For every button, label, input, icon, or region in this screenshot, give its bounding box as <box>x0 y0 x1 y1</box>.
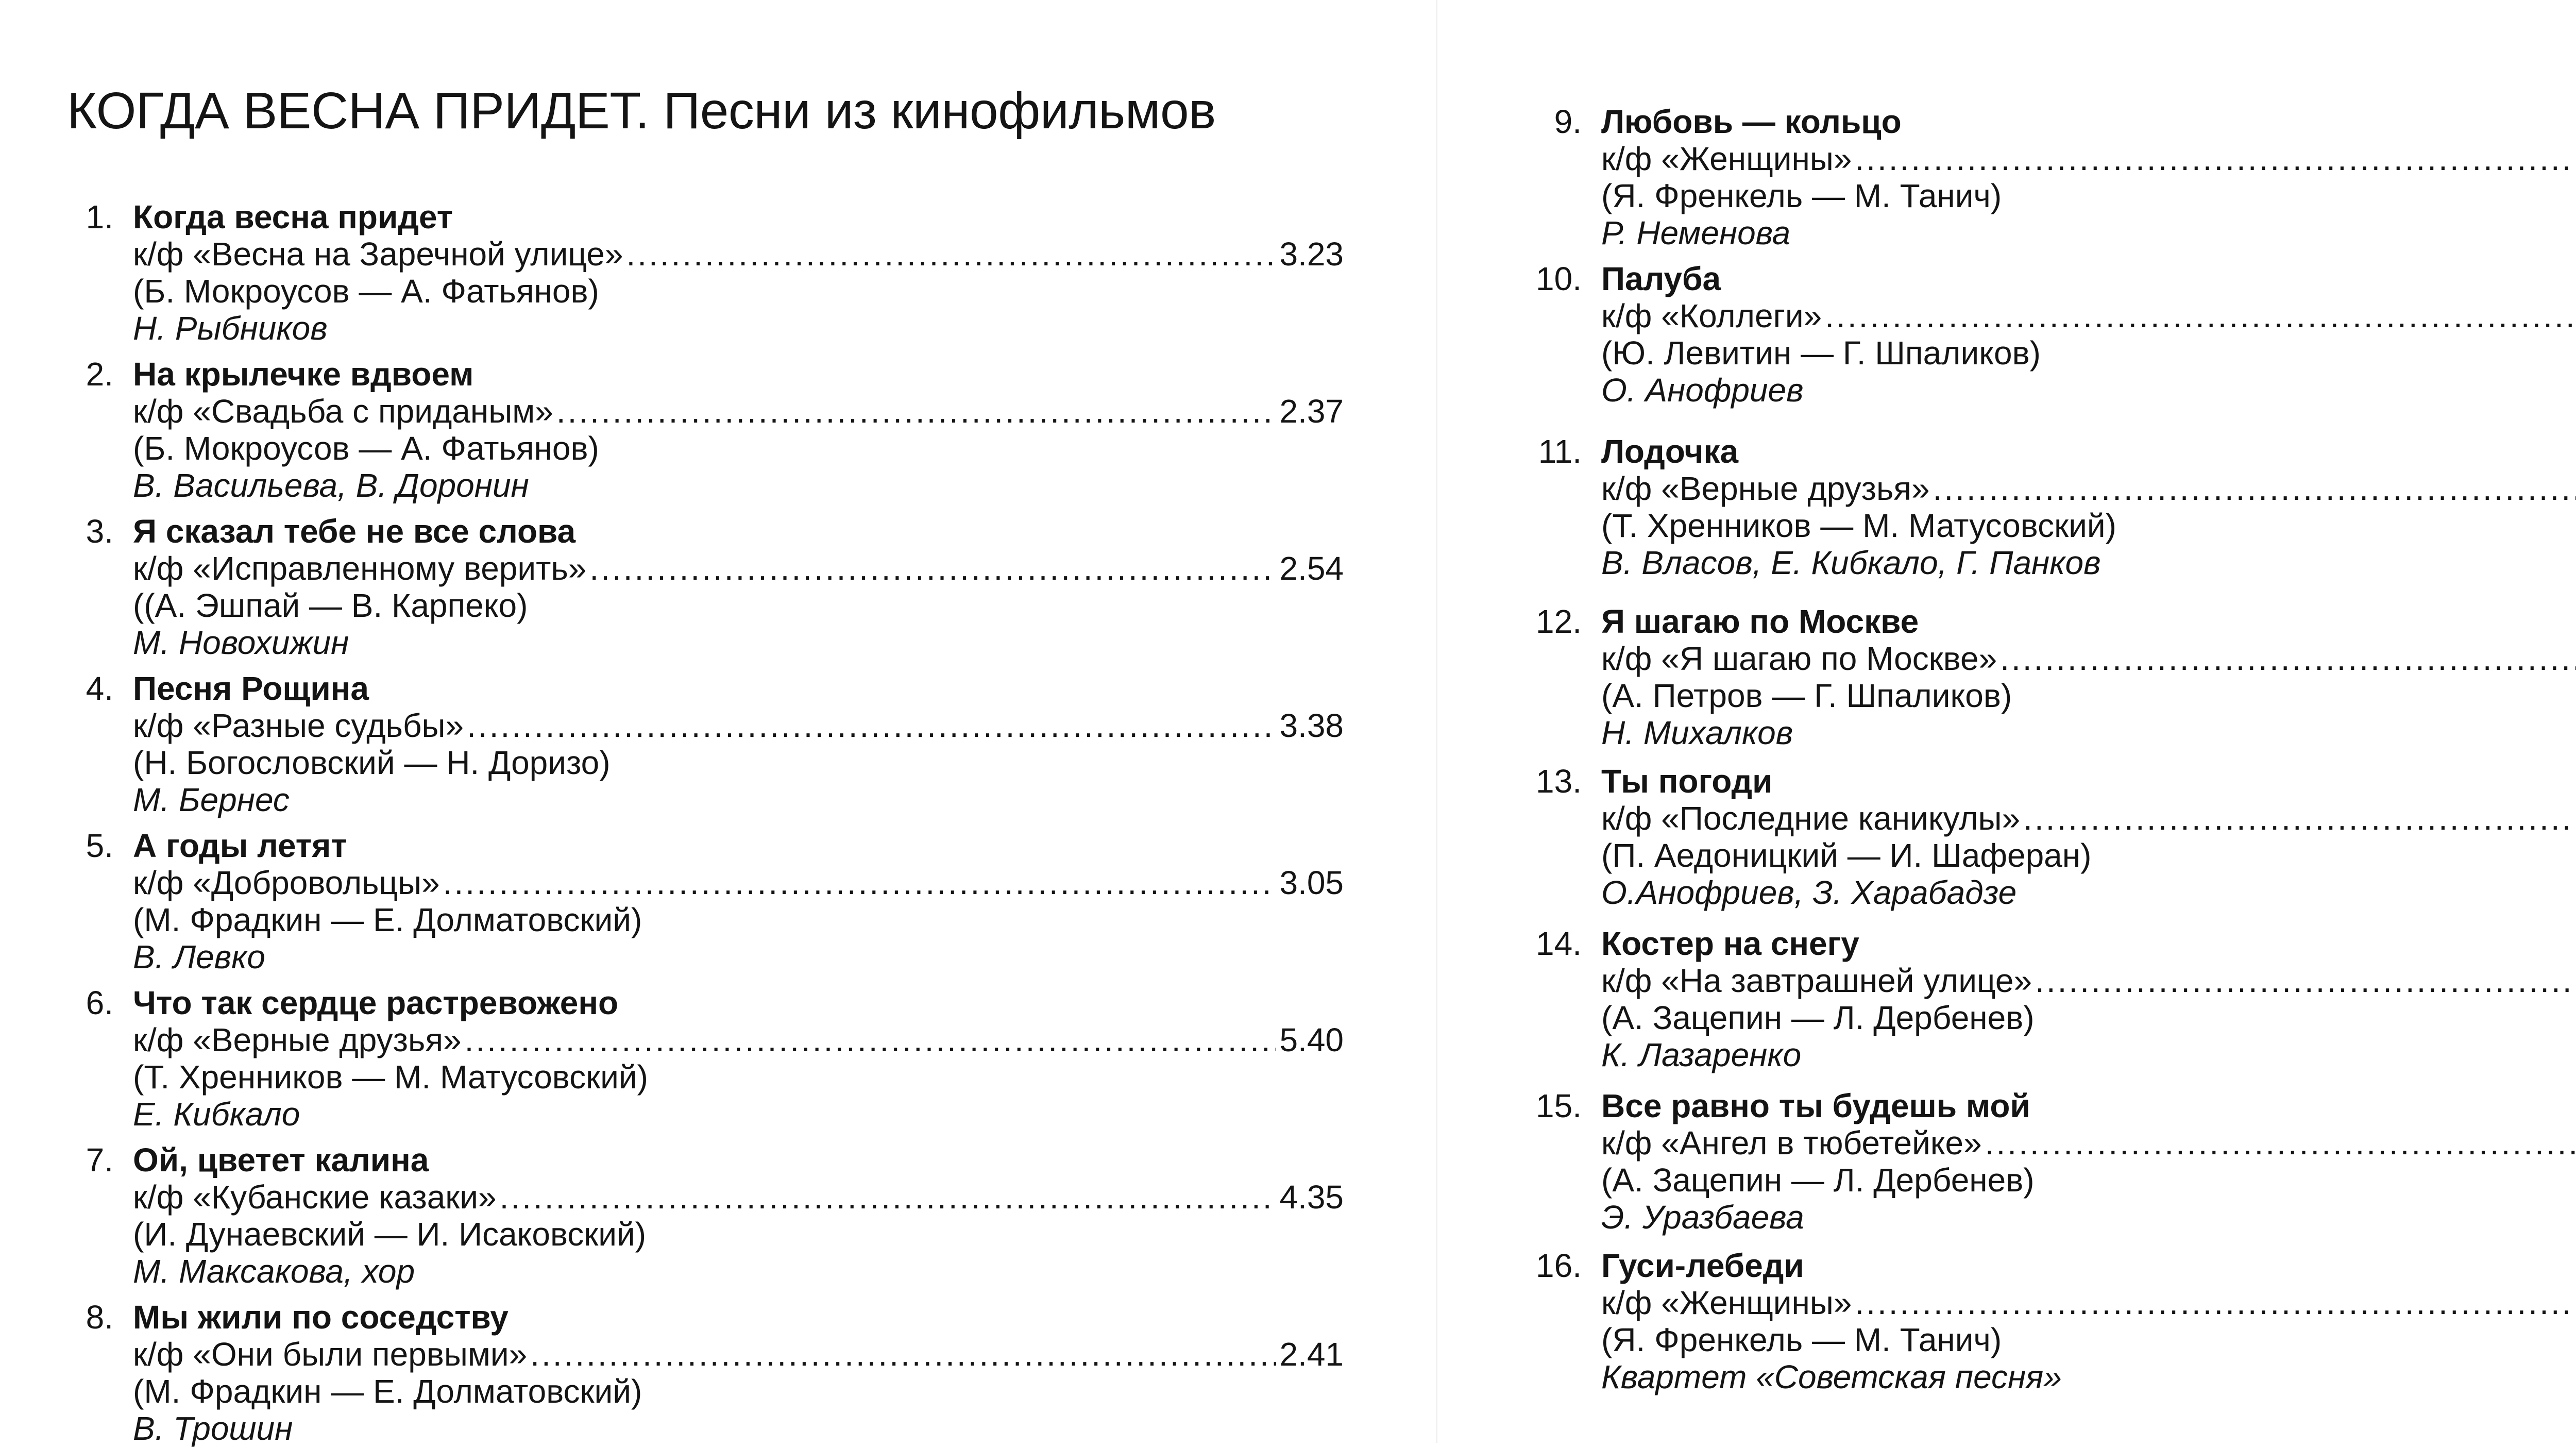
track-performer: Р. Неменова <box>1601 214 1791 251</box>
film-row <box>133 1336 1344 1373</box>
film-title: к/ф «Добровольцы» <box>133 864 440 901</box>
track-title: Что так сердце растревожено <box>133 984 619 1021</box>
track-entry <box>0 827 1436 975</box>
film-title: к/ф «Женщины» <box>1601 140 1852 177</box>
track-performer: Э. Уразбаева <box>1601 1199 1804 1236</box>
dot-leader <box>1933 470 2576 507</box>
dot-leader <box>626 235 1276 273</box>
track-entry <box>1437 103 2576 251</box>
dot-leader <box>443 864 1277 901</box>
track-title: Гуси-лебеди <box>1601 1247 1804 1284</box>
dot-leader <box>589 550 1276 587</box>
track-title: Все равно ты будешь мой <box>1601 1087 2030 1124</box>
film-title: к/ф «Верные друзья» <box>1601 470 1930 507</box>
film-row <box>1601 140 2576 177</box>
dot-leader <box>1855 140 2576 177</box>
track-entry <box>1437 925 2576 1073</box>
track-title: Любовь — кольцо <box>1601 103 1902 140</box>
track-number: 11. <box>1538 433 1582 470</box>
dot-leader <box>556 393 1277 430</box>
dot-leader <box>500 1179 1277 1216</box>
track-authors: ((А. Эшпай — В. Карпеко) <box>133 587 528 624</box>
album-title: КОГДА ВЕСНА ПРИДЕТ. Песни из кинофильмов <box>67 82 1216 140</box>
film-title: к/ф «Разные судьбы» <box>133 707 464 744</box>
film-row <box>133 707 1344 744</box>
track-performer: Н. Рыбников <box>133 310 328 347</box>
track-number: 15. <box>1536 1087 1582 1124</box>
track-title: Песня Рощина <box>133 670 369 707</box>
film-title: к/ф «Коллеги» <box>1601 297 1822 334</box>
track-entry <box>0 670 1436 818</box>
track-performer: О. Анофриев <box>1601 372 1804 409</box>
track-entry <box>0 356 1436 504</box>
track-number: 10. <box>1536 260 1582 297</box>
film-row <box>1601 962 2576 999</box>
track-title: Палуба <box>1601 260 1721 297</box>
track-entry <box>0 1299 1436 1447</box>
film-row <box>133 550 1344 587</box>
film-row <box>1601 1124 2576 1162</box>
track-duration: 2.41 <box>1279 1336 1344 1373</box>
track-authors: (Н. Богословский — Н. Доризо) <box>133 744 611 781</box>
track-number: 9. <box>1554 103 1582 140</box>
track-performer: В. Левко <box>133 938 265 975</box>
dot-leader <box>2000 640 2576 677</box>
dot-leader <box>467 707 1276 744</box>
track-duration: 3.38 <box>1279 707 1344 744</box>
track-entry <box>1437 603 2576 751</box>
track-authors: (М. Фрадкин — Е. Долматовский) <box>133 1373 642 1410</box>
track-entry <box>0 984 1436 1133</box>
track-number: 4. <box>86 670 113 707</box>
track-duration: 4.35 <box>1279 1179 1344 1216</box>
dot-leader <box>1855 1284 2576 1321</box>
track-entry <box>1437 1247 2576 1395</box>
track-number: 14. <box>1536 925 1582 962</box>
film-row <box>1601 297 2576 334</box>
track-authors: (Б. Мокроусов — А. Фатьянов) <box>133 273 599 310</box>
track-entry <box>1437 433 2576 581</box>
film-title: к/ф «Женщины» <box>1601 1284 1852 1321</box>
film-title: к/ф «На завтрашней улице» <box>1601 962 2032 999</box>
track-authors: (Б. Мокроусов — А. Фатьянов) <box>133 430 599 467</box>
film-title: к/ф «Верные друзья» <box>133 1021 462 1058</box>
film-title: к/ф «Весна на Заречной улице» <box>133 235 623 273</box>
track-title: Ой, цветет калина <box>133 1141 429 1179</box>
track-number: 5. <box>86 827 113 864</box>
film-title: к/ф «Они были первыми» <box>133 1336 528 1373</box>
film-row <box>133 1021 1344 1058</box>
dot-leader <box>2035 962 2576 999</box>
track-authors: (М. Фрадкин — Е. Долматовский) <box>133 901 642 938</box>
track-performer: Е. Кибкало <box>133 1096 300 1133</box>
track-entry <box>1437 763 2576 911</box>
track-title: Я сказал тебе не все слова <box>133 513 576 550</box>
track-title: Ты погоди <box>1601 763 1773 800</box>
track-number: 13. <box>1536 763 1582 800</box>
track-authors: (Т. Хренников — М. Матусовский) <box>1601 507 2116 544</box>
track-authors: (Я. Френкель — М. Танич) <box>1601 177 2002 214</box>
track-number: 7. <box>86 1141 113 1179</box>
track-title: Мы жили по соседству <box>133 1299 509 1336</box>
track-number: 8. <box>86 1299 113 1336</box>
track-number: 2. <box>86 356 113 393</box>
film-row <box>1601 1284 2576 1321</box>
dot-leader <box>1825 297 2576 334</box>
film-title: к/ф «Свадьба с приданым» <box>133 393 553 430</box>
track-authors: (Т. Хренников — М. Матусовский) <box>133 1058 648 1096</box>
track-performer: М. Бернес <box>133 781 290 818</box>
track-number: 1. <box>86 198 113 235</box>
track-performer: В. Власов, Е. Кибкало, Г. Панков <box>1601 544 2101 581</box>
track-title: Лодочка <box>1601 433 1739 470</box>
track-duration: 3.23 <box>1279 235 1344 273</box>
track-duration: 2.54 <box>1279 550 1344 587</box>
track-title: А годы летят <box>133 827 347 864</box>
track-authors: (Ю. Левитин — Г. Шпаликов) <box>1601 334 2041 372</box>
track-entry <box>0 1141 1436 1290</box>
track-authors: (И. Дунаевский — И. Исаковский) <box>133 1216 647 1253</box>
film-title: к/ф «Ангел в тюбетейке» <box>1601 1124 1982 1162</box>
track-title: Когда весна придет <box>133 198 453 235</box>
track-entry <box>0 198 1436 347</box>
film-title: к/ф «Исправленному верить» <box>133 550 587 587</box>
track-performer: М. Максакова, хор <box>133 1253 415 1290</box>
track-performer: М. Новохижин <box>133 624 349 661</box>
film-row <box>1601 640 2576 677</box>
track-number: 6. <box>86 984 113 1021</box>
dot-leader <box>530 1336 1276 1373</box>
track-performer: О.Анофриев, З. Харабадзе <box>1601 874 2017 911</box>
track-performer: К. Лазаренко <box>1601 1036 1802 1073</box>
track-entry <box>1437 260 2576 409</box>
track-title: На крылечке вдвоем <box>133 356 474 393</box>
track-authors: (А. Петров — Г. Шпаликов) <box>1601 677 2012 714</box>
track-title: Я шагаю по Москве <box>1601 603 1919 640</box>
track-authors: (П. Аедоницкий — И. Шаферан) <box>1601 837 2092 874</box>
film-row <box>1601 800 2576 837</box>
track-authors: (А. Зацепин — Л. Дербенев) <box>1601 1162 2035 1199</box>
dot-leader <box>2023 800 2576 837</box>
film-title: к/ф «Я шагаю по Москве» <box>1601 640 1997 677</box>
film-row <box>1601 470 2576 507</box>
dot-leader <box>465 1021 1277 1058</box>
film-row <box>133 393 1344 430</box>
track-duration: 3.05 <box>1279 864 1344 901</box>
track-entry <box>1437 1087 2576 1236</box>
track-duration: 2.37 <box>1279 393 1344 430</box>
film-row <box>133 235 1344 273</box>
track-authors: (А. Зацепин — Л. Дербенев) <box>1601 999 2035 1036</box>
track-duration: 5.40 <box>1279 1021 1344 1058</box>
film-title: к/ф «Последние каникулы» <box>1601 800 2021 837</box>
film-row <box>133 1179 1344 1216</box>
track-performer: В. Трошин <box>133 1410 293 1447</box>
track-number: 16. <box>1536 1247 1582 1284</box>
track-number: 12. <box>1536 603 1582 640</box>
track-title: Костер на снегу <box>1601 925 1859 962</box>
track-performer: Н. Михалков <box>1601 714 1793 751</box>
track-entry <box>0 513 1436 661</box>
track-number: 3. <box>86 513 113 550</box>
track-performer: Квартет «Советская песня» <box>1601 1358 2062 1395</box>
dot-leader <box>1985 1124 2576 1162</box>
film-title: к/ф «Кубанские казаки» <box>133 1179 497 1216</box>
track-authors: (Я. Френкель — М. Танич) <box>1601 1321 2002 1358</box>
track-performer: В. Васильева, В. Доронин <box>133 467 529 504</box>
film-row <box>133 864 1344 901</box>
